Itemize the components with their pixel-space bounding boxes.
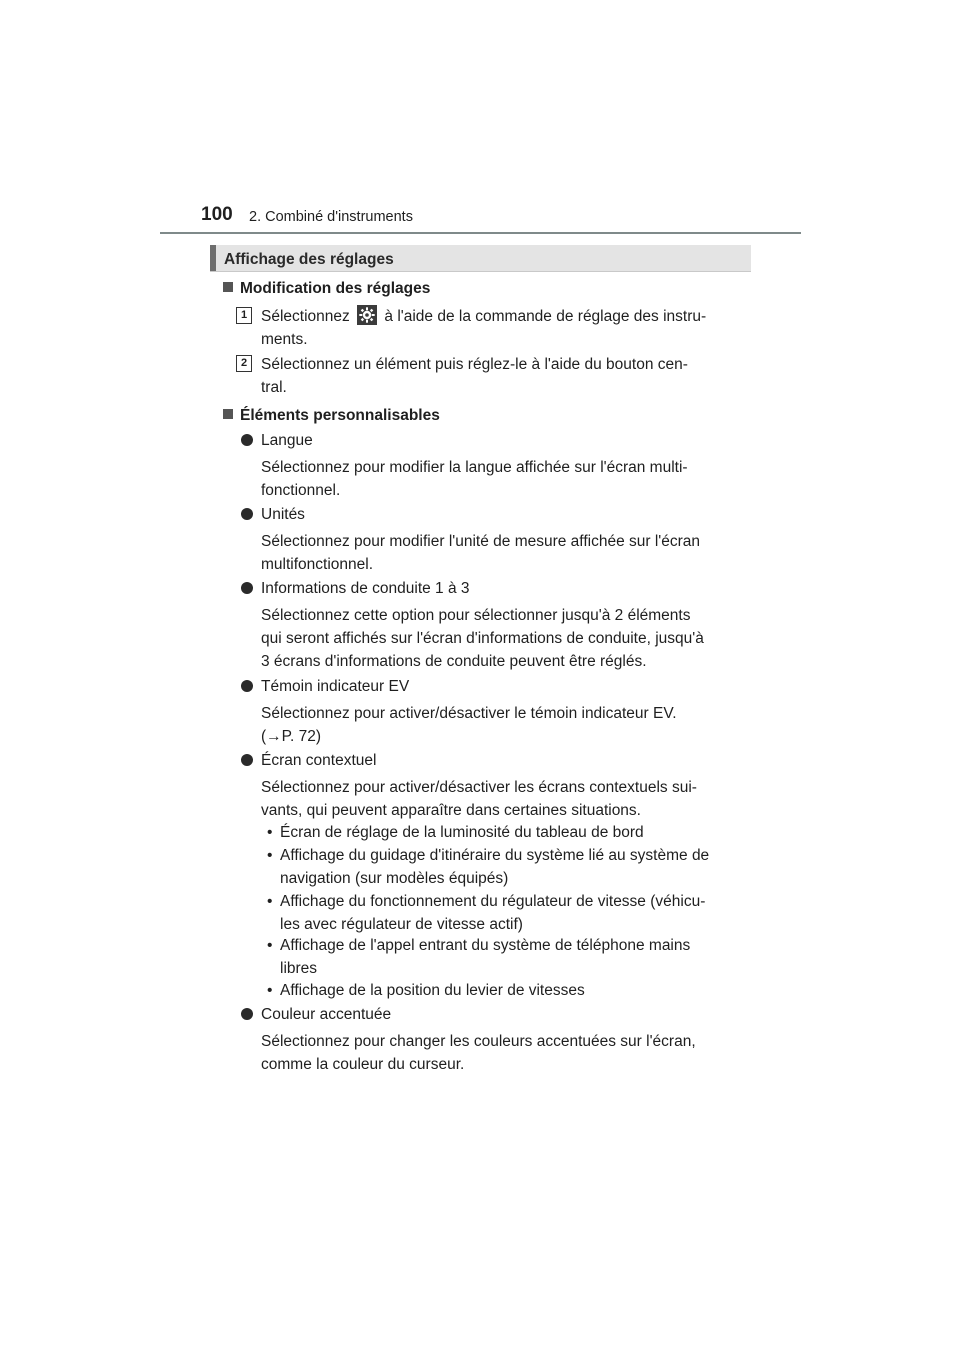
round-bullet-icon bbox=[241, 508, 253, 520]
step-number-2: 2 bbox=[236, 355, 252, 372]
subheading-custom-label: Éléments personnalisables bbox=[240, 407, 440, 424]
small-bullet-icon: • bbox=[267, 893, 273, 910]
small-bullet-icon: • bbox=[267, 937, 273, 954]
page-reference-link[interactable]: (→P. 72) bbox=[261, 728, 322, 745]
settings-gear-icon bbox=[357, 305, 377, 325]
round-bullet-icon bbox=[241, 754, 253, 766]
chapter-title: 2. Combiné d'instruments bbox=[249, 209, 413, 225]
page-number: 100 bbox=[201, 204, 233, 225]
square-bullet-icon bbox=[223, 409, 233, 419]
list-item: • Affichage du fonctionnement du régulateur de vitesse (véhicu- les avec régulateur de vitesse actif) bbox=[267, 890, 747, 936]
custom-item-informations-conduite-description: Sélectionnez cette option pour sélectionner jusqu'à 2 éléments qui seront affichés sur l'écran d'informations de conduite, jusqu'à 3 écrans d'informations de conduite peuvent être réglés. bbox=[261, 607, 704, 670]
round-bullet-icon bbox=[241, 434, 253, 446]
step-2-text: Sélectionnez un élément puis réglez-le à l'aide du bouton cen- tral. bbox=[261, 356, 688, 396]
custom-item-couleur-accentuee-description: Sélectionnez pour changer les couleurs accentuées sur l'écran, comme la couleur du curseur. bbox=[261, 1033, 696, 1073]
header-divider bbox=[160, 232, 801, 234]
round-bullet-icon bbox=[241, 1008, 253, 1020]
step-1-line-2: ments. bbox=[261, 331, 308, 348]
subheading-modification-label: Modification des réglages bbox=[240, 280, 431, 297]
list-item: • Affichage de la position du levier de vitesses bbox=[267, 979, 747, 1002]
square-bullet-icon bbox=[223, 282, 233, 292]
custom-item-langue-description: Sélectionnez pour modifier la langue affichée sur l'écran multi- fonctionnel. bbox=[261, 459, 688, 499]
custom-item-informations-conduite: Informations de conduite 1 à 3 bbox=[241, 577, 470, 600]
custom-item-temoin-ev: Témoin indicateur EV bbox=[241, 675, 409, 698]
custom-item-couleur-accentuee: Couleur accentuée bbox=[241, 1003, 391, 1026]
subheading-custom-items bbox=[223, 407, 440, 425]
custom-item-unites-description: Sélectionnez pour modifier l'unité de mesure affichée sur l'écran multifonctionnel. bbox=[261, 533, 701, 573]
list-item: • Affichage de l'appel entrant du système de téléphone mains libres bbox=[267, 934, 747, 980]
step-1-text bbox=[261, 305, 746, 351]
section-heading-bar bbox=[210, 245, 216, 271]
step-number-1: 1 bbox=[236, 307, 252, 324]
custom-item-unites: Unités bbox=[241, 503, 305, 526]
small-bullet-icon: • bbox=[267, 824, 273, 841]
round-bullet-icon bbox=[241, 582, 253, 594]
round-bullet-icon bbox=[241, 680, 253, 692]
custom-item-ecran-contextuel: Écran contextuel bbox=[241, 749, 376, 772]
section-title: Affichage des réglages bbox=[224, 251, 394, 268]
list-item: • Écran de réglage de la luminosité du tableau de bord bbox=[267, 821, 747, 844]
custom-item-langue: Langue bbox=[241, 429, 313, 452]
small-bullet-icon: • bbox=[267, 847, 273, 864]
small-bullet-icon: • bbox=[267, 982, 273, 999]
section-heading bbox=[210, 245, 751, 272]
step-1-line-1: Sélectionnez à l'aide de la commande de réglage des instru- bbox=[261, 305, 746, 328]
subheading-modification bbox=[223, 280, 430, 298]
custom-item-ecran-contextuel-description: Sélectionnez pour activer/désactiver les écrans contextuels sui- vants, qui peuvent apparaître dans certaines situations. bbox=[261, 779, 697, 819]
list-item: • Affichage du guidage d'itinéraire du système lié au système de navigation (sur modèles équipés) bbox=[267, 844, 747, 890]
custom-item-temoin-ev-description: Sélectionnez pour activer/désactiver le témoin indicateur EV. (→P. 72) bbox=[261, 702, 746, 748]
